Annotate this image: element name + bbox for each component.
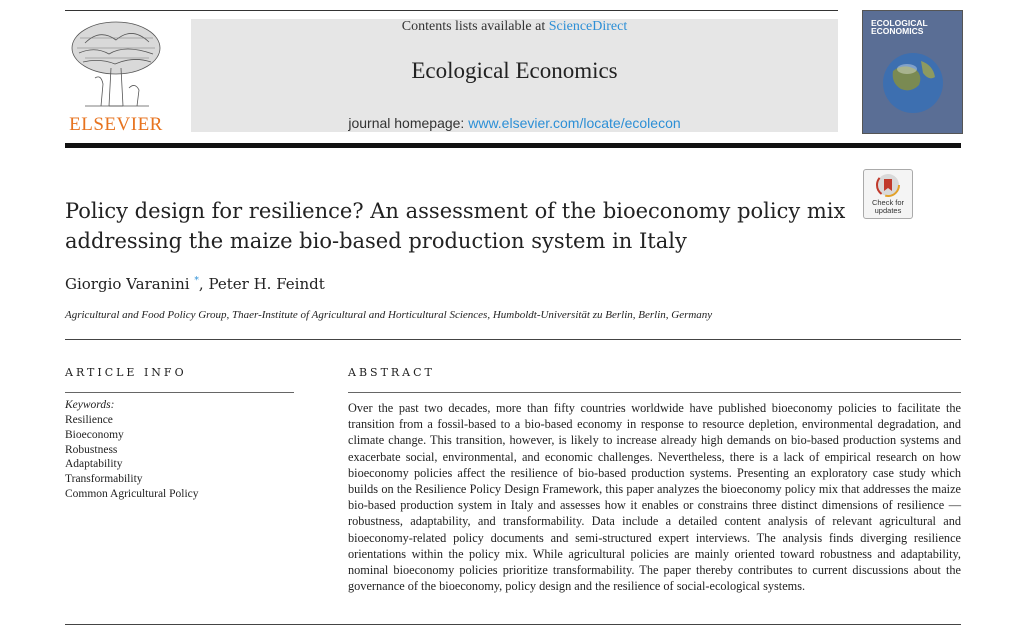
keyword-item: Transformability	[65, 473, 143, 486]
check-updates-label	[864, 199, 912, 215]
abstract-divider	[348, 392, 961, 393]
check-for-updates-button[interactable]	[863, 169, 913, 219]
check-updates-line2: updates	[874, 206, 902, 215]
footer-divider	[65, 624, 961, 625]
author-separator: ,	[198, 275, 209, 293]
keyword-item: Bioeconomy	[65, 428, 124, 441]
abstract-text: Over the past two decades, more than fifty countries worldwide have published bioeconomy policies to facilitate the transition from a fossil-based to a bio-based economy in response to resource depletion, environmental degradation, and climate change. This transition, however, is likely to increase already high demands on bio-based production systems and exacerbate social, environmental, and economic challenges. Nevertheless, there is a lack of empirical research on how bioeconomy policies affect the resilience of bio-based production systems. Presenting an exploratory case study which builds on the Resilience Policy Design Framework, this paper analyzes the bioeconomy policy mix that addresses the maize bio-based production system in Italy and assesses how it enables or constrains three distinct dimensions of resilience — robustness, adaptability, and transformability. Data include a detailed content analysis of relevant agricultural and bioeconomy-related policy documents and semi-structured expert interviews. The analysis finds diverging resilience orientations within the policy mix. While agricultural policies are mainly oriented toward robustness and adaptability, nominal bioeconomy policies prioritize transformability. The paper thereby contributes to current discussions about the governance of the bioeconomy, policy design and the resilience of social-ecological systems.	[348, 401, 961, 594]
affiliation-divider	[65, 339, 961, 340]
contents-line	[191, 19, 838, 35]
publisher-name: ELSEVIER	[69, 114, 163, 135]
title-line-2: addressing the maize bio-based production system in Italy	[65, 229, 687, 253]
header-divider	[65, 143, 961, 148]
elsevier-logo[interactable]	[65, 18, 167, 133]
sciencedirect-link[interactable]: ScienceDirect	[548, 19, 628, 34]
corresponding-author-mark[interactable]: *	[194, 276, 199, 286]
keywords-label: Keywords:	[65, 399, 115, 411]
cover-title-line1: ECOLOGICAL	[871, 18, 928, 28]
bookmark-icon	[864, 170, 912, 200]
article-title	[65, 196, 855, 256]
article-info-divider	[65, 392, 294, 393]
contents-prefix: Contents lists available at	[401, 19, 549, 34]
top-rule	[65, 10, 838, 11]
cover-title-line2: ECONOMICS	[871, 26, 924, 36]
title-line-1: Policy design for resilience? An assessment of the bioeconomy policy mix	[65, 199, 846, 223]
homepage-line	[191, 115, 838, 131]
globe-icon	[863, 11, 962, 133]
affiliation: Agricultural and Food Policy Group, Thaer-Institute of Agricultural and Horticultural Sciences, Humboldt-Universität zu Berlin, Berlin, Germany	[65, 309, 713, 321]
check-updates-line1: Check for	[871, 198, 905, 207]
journal-cover[interactable]	[862, 10, 963, 134]
homepage-prefix: journal homepage:	[348, 115, 469, 131]
author-name[interactable]: Giorgio Varanini	[65, 275, 190, 293]
author-name[interactable]: Peter H. Feindt	[208, 275, 325, 293]
homepage-link[interactable]: www.elsevier.com/locate/ecolecon	[468, 115, 681, 131]
keyword-item: Resilience	[65, 414, 113, 426]
keyword-list	[65, 413, 199, 502]
article-info-heading: ARTICLE INFO	[65, 366, 187, 379]
abstract-heading: ABSTRACT	[348, 366, 435, 379]
tree-icon	[65, 18, 167, 114]
author-list	[65, 275, 325, 293]
keyword-item: Common Agricultural Policy	[65, 487, 199, 500]
keyword-item: Robustness	[65, 443, 118, 456]
journal-name[interactable]: Ecological Economics	[411, 58, 618, 83]
journal-header	[191, 19, 838, 132]
keyword-item: Adaptability	[65, 458, 123, 471]
